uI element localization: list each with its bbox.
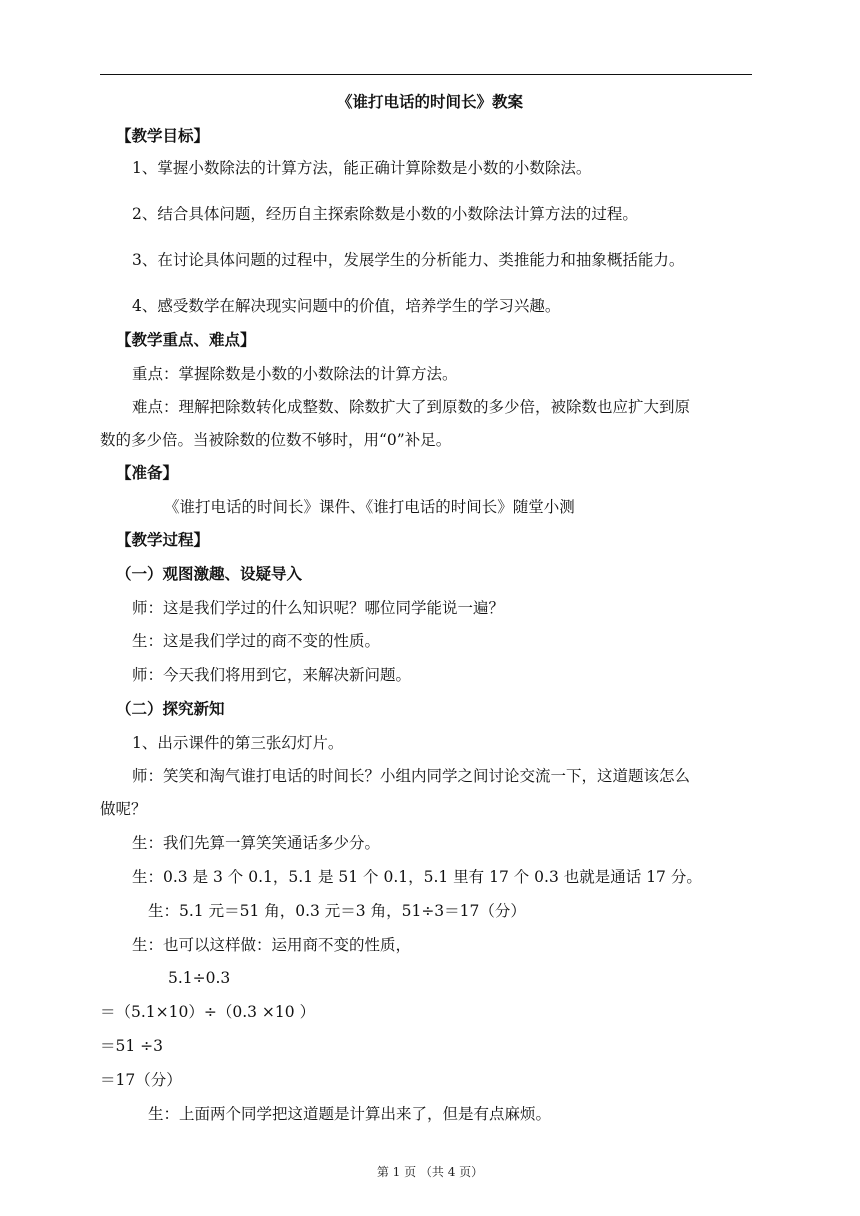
paragraph-line: 3、在讨论具体问题的过程中，发展学生的分析能力、类推能力和抽象概括能力。: [132, 251, 685, 269]
paragraph-line: 生：也可以这样做：运用商不变的性质，: [132, 936, 412, 954]
paragraph-line: 难点：理解把除数转化成整数、除数扩大了到原数的多少倍，被除数也应扩大到原: [132, 398, 691, 416]
page-footer: 第 1 页 （共 4 页）: [376, 1165, 484, 1179]
paragraph-line: 4、感受数学在解决现实问题中的价值，培养学生的学习兴趣。: [132, 297, 561, 315]
document-title: 《谁打电话的时间长》教案: [336, 92, 523, 111]
equation-line: 5.1÷0.3: [168, 969, 231, 987]
paragraph-line: 师：今天我们将用到它，来解决新问题。: [132, 666, 412, 684]
paragraph-line: 1、掌握小数除法的计算方法，能正确计算除数是小数的小数除法。: [132, 159, 592, 177]
paragraph-line: 生：上面两个同学把这道题是计算出来了，但是有点麻烦。: [148, 1105, 552, 1123]
paragraph-line: 做呢？: [100, 800, 147, 818]
paragraph-line: 生：这是我们学过的商不变的性质。: [132, 632, 381, 650]
equation-line: ＝（5.1×10）÷（0.3 ×10 ）: [100, 1003, 316, 1021]
paragraph-line: 生：5.1 元＝51 角，0.3 元＝3 角，51÷3＝17（分）: [148, 902, 526, 920]
equation-line: ＝51 ÷3: [100, 1037, 163, 1055]
equation-line: ＝17（分）: [100, 1071, 182, 1089]
paragraph-line: 师：这是我们学过的什么知识呢？哪位同学能说一遍？: [132, 599, 505, 617]
section-heading-process: 【教学过程】: [116, 530, 210, 549]
section-heading-preparation: 【准备】: [116, 463, 179, 482]
paragraph-line: 生：0.3 是 3 个 0.1，5.1 是 51 个 0.1，5.1 里有 17 个 0.3 也就是通话 17 分。: [132, 868, 702, 886]
section-heading-objectives: 【教学目标】: [116, 126, 210, 145]
subsection-heading: （一）观图激趣、设疑导入: [116, 564, 303, 583]
paragraph-line: 《谁打电话的时间长》课件、《谁打电话的时间长》随堂小测: [164, 498, 575, 516]
paragraph-line: 1、出示课件的第三张幻灯片。: [132, 734, 344, 752]
paragraph-line: 师：笑笑和淘气谁打电话的时间长？小组内同学之间讨论交流一下，这道题该怎么: [132, 767, 691, 785]
paragraph-line: 2、结合具体问题，经历自主探索除数是小数的小数除法计算方法的过程。: [132, 205, 638, 223]
paragraph-line: 数的多少倍。当被除数的位数不够时，用“0”补足。: [100, 431, 452, 449]
paragraph-line: 生：我们先算一算笑笑通话多少分。: [132, 834, 381, 852]
header-rule: [100, 74, 752, 75]
subsection-heading: （二）探究新知: [116, 699, 225, 718]
section-heading-keypoints: 【教学重点、难点】: [116, 330, 256, 349]
paragraph-line: 重点：掌握除数是小数的小数除法的计算方法。: [132, 365, 458, 383]
